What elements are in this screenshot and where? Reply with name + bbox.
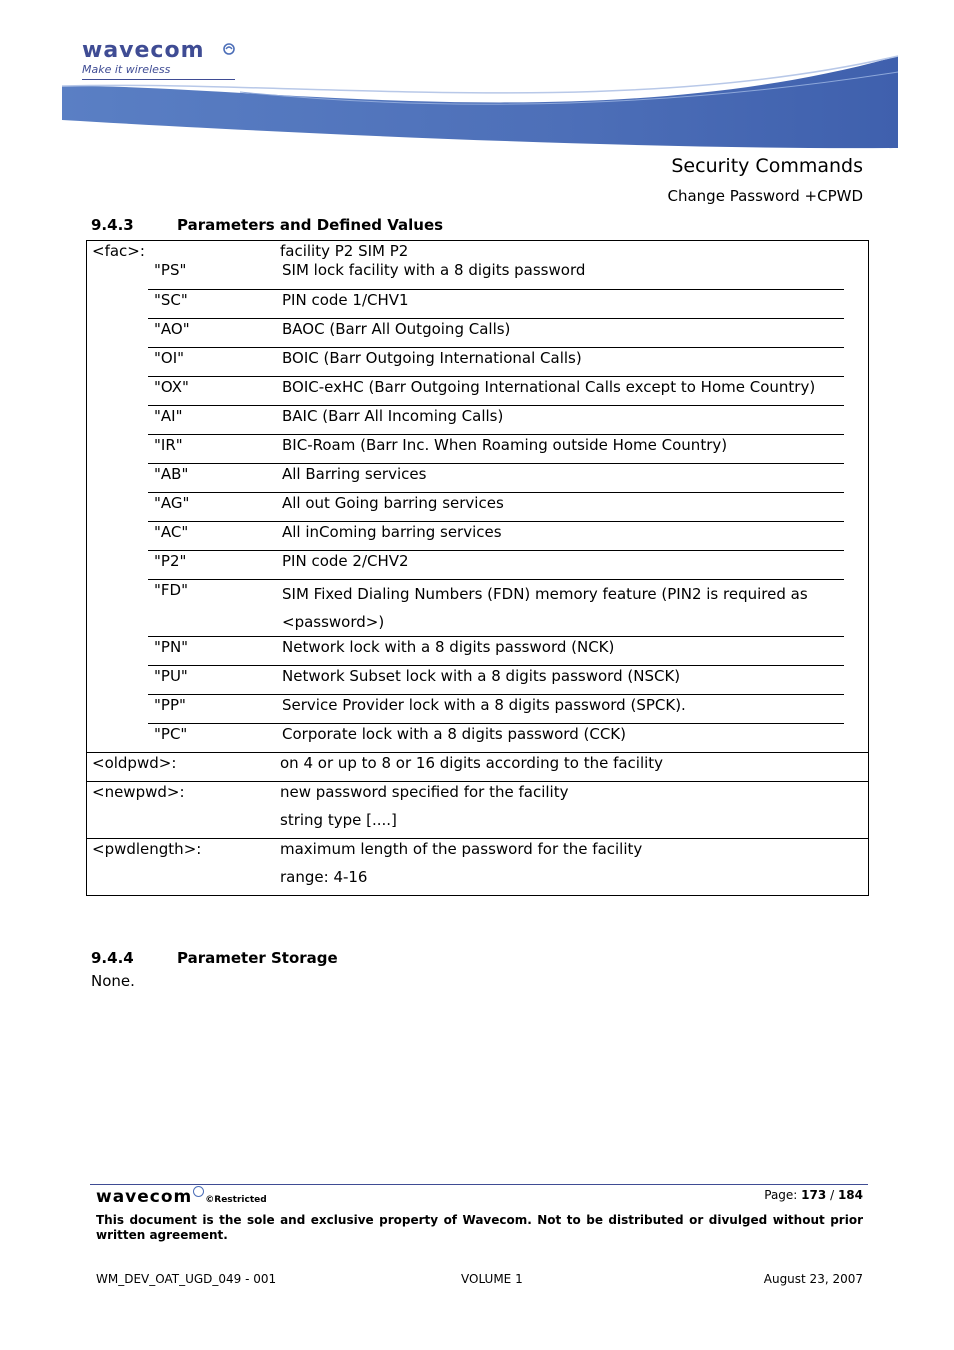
fac-value-row — [148, 579, 844, 636]
fac-code: "PC" — [148, 723, 282, 752]
param-desc-newpwd — [280, 782, 869, 839]
fac-value-row — [148, 347, 844, 376]
section-heading-storage — [91, 949, 338, 967]
fac-code: "AC" — [148, 521, 282, 550]
fac-code: "FD" — [148, 579, 282, 636]
fac-value-row — [148, 665, 844, 694]
section-number: 9.4.4 — [91, 949, 134, 967]
storage-body: None. — [91, 972, 135, 990]
fac-value-row — [148, 260, 844, 289]
fac-code: "PS" — [154, 261, 187, 279]
param-row-oldpwd — [87, 753, 869, 782]
fac-value-row — [148, 463, 844, 492]
page-total: 184 — [837, 1188, 863, 1202]
fac-description: Service Provider lock with a 8 digits password (SPCK). — [282, 694, 844, 723]
fac-description: BOIC (Barr Outgoing International Calls) — [282, 347, 844, 376]
footer-logo-swirl-icon — [193, 1186, 204, 1197]
fac-description: All out Going barring services — [282, 492, 844, 521]
fac-description: Network Subset lock with a 8 digits password (NSCK) — [282, 665, 844, 694]
page-label: Page: — [764, 1188, 798, 1202]
footer-page — [764, 1188, 863, 1202]
footer-volume: VOLUME 1 — [461, 1272, 523, 1286]
fac-description: SIM Fixed Dialing Numbers (FDN) memory feature (PIN2 is required as <password>) — [282, 579, 844, 636]
fac-description: Network lock with a 8 digits password (NCK) — [282, 636, 844, 665]
fac-value-row — [148, 289, 844, 318]
param-desc-newpwd-line2: string type [....] — [280, 811, 397, 829]
fac-code: "PN" — [148, 636, 282, 665]
fac-code: "OI" — [148, 347, 282, 376]
section-number: 9.4.3 — [91, 216, 134, 234]
param-name-newpwd: <newpwd>: — [87, 782, 281, 839]
fac-code: "OX" — [148, 376, 282, 405]
param-name-oldpwd: <oldpwd>: — [87, 753, 281, 782]
page-current: 173 — [801, 1188, 827, 1202]
fac-code: "AG" — [148, 492, 282, 521]
footer-restricted: ©Restricted — [205, 1195, 267, 1205]
fac-description: BIC-Roam (Barr Inc. When Roaming outside Home Country) — [282, 434, 844, 463]
parameters-table — [86, 240, 869, 896]
fac-code: "AO" — [148, 318, 282, 347]
param-row-newpwd — [87, 782, 869, 839]
param-desc-pwdlength-line1: maximum length of the password for the facility — [280, 840, 643, 858]
section-heading-values — [91, 216, 443, 234]
fac-code: "SC" — [148, 289, 282, 318]
footer-rule — [90, 1184, 868, 1185]
param-desc-oldpwd: on 4 or up to 8 or 16 digits according to the facility — [280, 753, 869, 782]
fac-value-row — [148, 318, 844, 347]
param-desc-pwdlength-line2: range: 4-16 — [280, 868, 368, 886]
param-desc-fac: facility P2 SIM P2 — [280, 242, 409, 260]
param-desc-newpwd-line1: new password specified for the facility — [280, 783, 569, 801]
param-name-fac: <fac>: — [92, 242, 145, 260]
fac-value-row — [148, 636, 844, 665]
fac-code: "AI" — [148, 405, 282, 434]
header-subtitle: Change Password +CPWD — [667, 187, 863, 205]
fac-code: "PU" — [148, 665, 282, 694]
footer-date: August 23, 2007 — [763, 1272, 863, 1286]
section-title: Parameters and Defined Values — [177, 216, 444, 234]
page-sep: / — [830, 1188, 835, 1202]
logo-tagline: Make it wireless — [82, 63, 171, 76]
fac-code: "AB" — [148, 463, 282, 492]
fac-value-row — [148, 434, 844, 463]
footer-doc-ref: WM_DEV_OAT_UGD_049 - 001 — [96, 1272, 277, 1286]
fac-code: "IR" — [148, 434, 282, 463]
fac-description: PIN code 1/CHV1 — [282, 289, 844, 318]
footer-logo — [96, 1186, 267, 1207]
section-title: Parameter Storage — [177, 949, 338, 967]
fac-values-table — [148, 260, 844, 752]
param-desc-pwdlength — [280, 839, 869, 896]
fac-code: "PP" — [148, 694, 282, 723]
footer-logo-wordmark: wavecom — [96, 1187, 193, 1207]
fac-value-row — [148, 521, 844, 550]
param-name-pwdlength: <pwdlength>: — [87, 839, 281, 896]
logo-wordmark: wavecom — [82, 38, 205, 63]
fac-description: All inComing barring services — [282, 521, 844, 550]
param-row-fac — [87, 241, 869, 753]
fac-description: BOIC-exHC (Barr Outgoing International Calls except to Home Country) — [282, 376, 844, 405]
param-row-pwdlength — [87, 839, 869, 896]
header-title: Security Commands — [671, 155, 863, 177]
fac-description: PIN code 2/CHV2 — [282, 550, 844, 579]
fac-code: "P2" — [148, 550, 282, 579]
fac-value-row — [148, 694, 844, 723]
fac-value-row — [148, 492, 844, 521]
fac-description: BAOC (Barr All Outgoing Calls) — [282, 318, 844, 347]
fac-value-row — [148, 550, 844, 579]
fac-description: All Barring services — [282, 463, 844, 492]
fac-value-row — [148, 376, 844, 405]
footer-notice: This document is the sole and exclusive property of Wavecom. Not to be distributed or divulged without prior written agreement. — [96, 1213, 863, 1242]
fac-value-row — [148, 723, 844, 752]
header-banner — [0, 0, 954, 150]
fac-description: SIM lock facility with a 8 digits password — [282, 261, 586, 279]
fac-value-row — [148, 405, 844, 434]
fac-description: BAIC (Barr All Incoming Calls) — [282, 405, 844, 434]
fac-description: Corporate lock with a 8 digits password (CCK) — [282, 723, 844, 752]
